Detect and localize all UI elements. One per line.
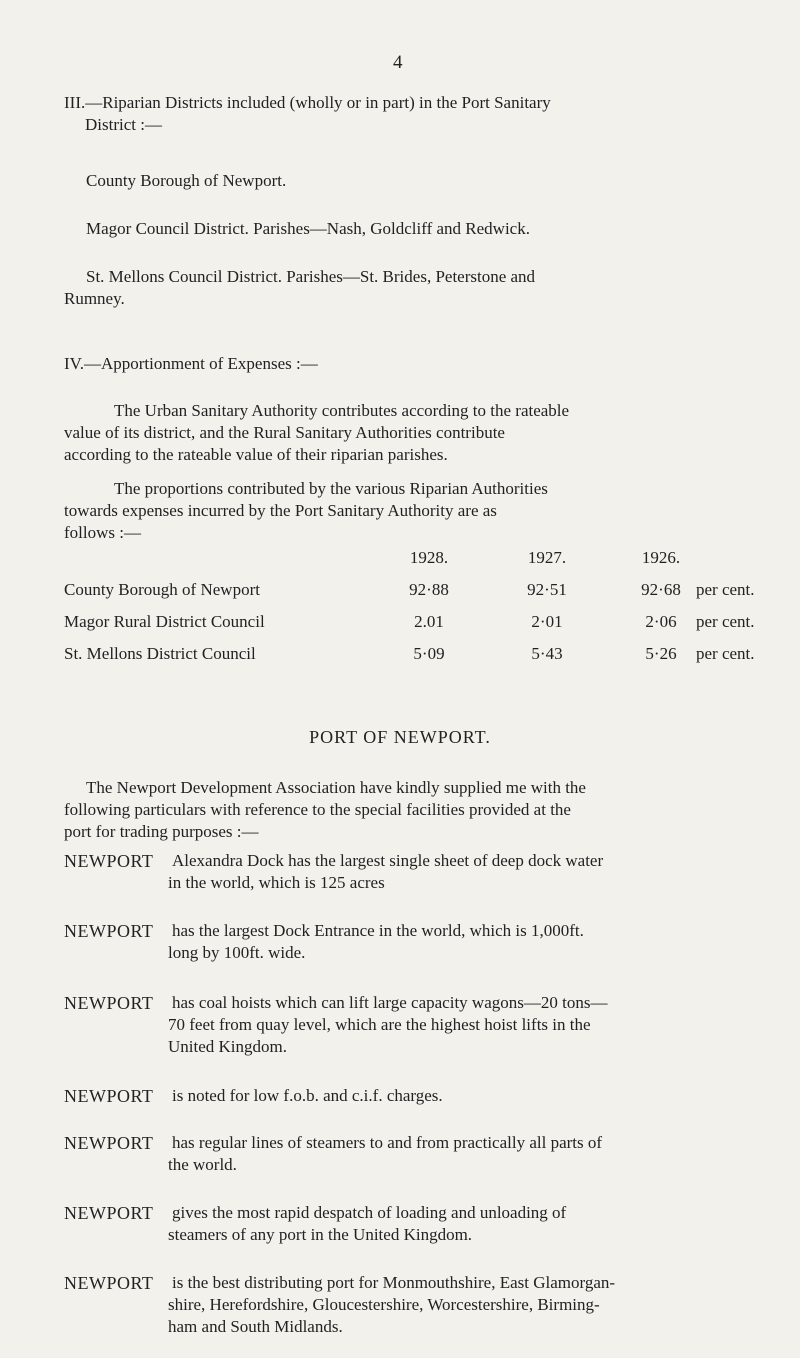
row-label: Magor Rural District Council [64, 612, 265, 631]
cell-1927: 2·01 [531, 612, 563, 631]
fact-line: steamers of any port in the United Kingdom. [168, 1225, 473, 1244]
fact-line: has the largest Dock Entrance in the world, which is 1,000ft. [172, 921, 584, 940]
fact-line: ham and South Midlands. [168, 1317, 343, 1336]
fact-line: shire, Herefordshire, Gloucestershire, Worcestershire, Birming- [168, 1295, 600, 1314]
fact-line: is noted for low f.o.b. and c.i.f. charges. [172, 1086, 443, 1105]
fact-line: long by 100ft. wide. [168, 943, 306, 962]
header-1928: 1928. [409, 548, 449, 567]
riparian-item-1: County Borough of Newport. [86, 171, 287, 190]
row-label: St. Mellons District Council [64, 644, 256, 663]
fact-line: has regular lines of steamers to and from practically all parts of [172, 1133, 603, 1152]
port-intro [64, 777, 754, 843]
fact-line: is the best distributing port for Monmouthshire, East Glamorgan- [172, 1273, 616, 1292]
list-item [64, 992, 764, 1058]
cell-1928: 5·09 [413, 644, 445, 663]
section-3-line1: III.—Riparian Districts included (wholly or in part) in the Port Sanitary [64, 93, 551, 112]
section-3-heading [64, 92, 551, 136]
port-heading: PORT OF NEWPORT. [309, 727, 491, 747]
p2-line3: follows :— [64, 523, 141, 542]
section-4-paragraph-1 [64, 400, 744, 466]
cell-1928: 2.01 [414, 612, 444, 631]
p2-line2: towards expenses incurred by the Port Sanitary Authority are as [64, 501, 497, 520]
cell-1926: 5·26 [645, 644, 677, 663]
newport-keyword: NEWPORT [64, 1086, 154, 1106]
fact-line: 70 feet from quay level, which are the highest hoist lifts in the [168, 1015, 591, 1034]
page-number: 4 [393, 52, 403, 73]
cell-1926: 2·06 [645, 612, 677, 631]
cell-1927: 5·43 [531, 644, 563, 663]
list-item [64, 1085, 764, 1107]
header-1926: 1926. [641, 548, 681, 567]
newport-keyword: NEWPORT [64, 1273, 154, 1293]
newport-keyword: NEWPORT [64, 1203, 154, 1223]
row-label: County Borough of Newport [64, 580, 260, 599]
p1-line3: according to the rateable value of their riparian parishes. [64, 445, 448, 464]
intro-line1: The Newport Development Association have kindly supplied me with the [86, 778, 586, 797]
fact-line: in the world, which is 125 acres [168, 873, 385, 892]
list-item [64, 1202, 764, 1246]
fact-line: United Kingdom. [168, 1037, 287, 1056]
fact-line: gives the most rapid despatch of loading and unloading of [172, 1203, 567, 1222]
cell-unit: per cent. [696, 644, 755, 663]
cell-1927: 92·51 [527, 580, 567, 599]
p1-line2: value of its district, and the Rural Sanitary Authorities contribute [64, 423, 505, 442]
fact-line: has coal hoists which can lift large capacity wagons—20 tons— [172, 993, 608, 1012]
newport-keyword: NEWPORT [64, 851, 154, 871]
section-4-heading: IV.—Apportionment of Expenses :— [64, 354, 318, 373]
newport-keyword: NEWPORT [64, 1133, 154, 1153]
fact-line: Alexandra Dock has the largest single sheet of deep dock water [172, 851, 604, 870]
cell-unit: per cent. [696, 612, 755, 631]
cell-unit: per cent. [696, 580, 755, 599]
p2-line1: The proportions contributed by the various Riparian Authorities [114, 479, 548, 498]
riparian-item-2: Magor Council District. Parishes—Nash, Goldcliff and Redwick. [86, 219, 530, 238]
cell-1928: 92·88 [409, 580, 449, 599]
intro-line3: port for trading purposes :— [64, 822, 259, 841]
section-4-paragraph-2 [64, 478, 744, 544]
list-item [64, 1132, 764, 1176]
list-item [64, 1272, 764, 1338]
riparian-item-3 [64, 266, 535, 310]
newport-keyword: NEWPORT [64, 993, 154, 1013]
newport-keyword: NEWPORT [64, 921, 154, 941]
header-1927: 1927. [527, 548, 567, 567]
cell-1926: 92·68 [641, 580, 681, 599]
riparian-item-3-line1: St. Mellons Council District. Parishes—St. Brides, Peterstone and [86, 267, 536, 286]
list-item [64, 850, 764, 894]
fact-line: the world. [168, 1155, 237, 1174]
intro-line2: following particulars with reference to the special facilities provided at the [64, 800, 571, 819]
section-3-line2: District :— [85, 115, 162, 134]
riparian-item-3-line2: Rumney. [64, 289, 125, 308]
p1-line1: The Urban Sanitary Authority contributes according to the rateable [114, 401, 570, 420]
list-item [64, 920, 764, 964]
